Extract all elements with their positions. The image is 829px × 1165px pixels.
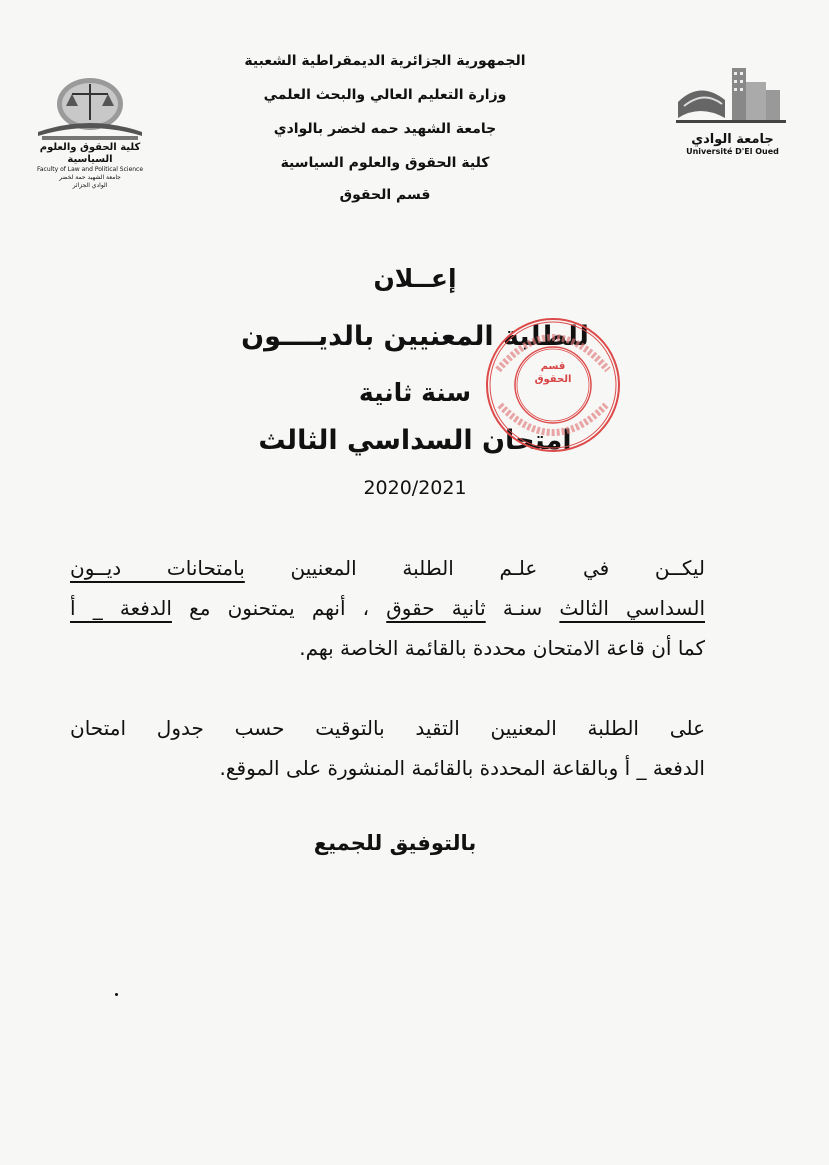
p1-line2-year: ثانية حقوق bbox=[386, 596, 486, 620]
faculty-logo-name-en: Faculty of Law and Political Science bbox=[36, 166, 144, 173]
body-paragraph-2 bbox=[70, 708, 705, 788]
stamp-center-line2: الحقوق bbox=[534, 374, 572, 385]
faculty-logo-caption bbox=[30, 142, 150, 189]
subtitle-debts: للطلبة المعنيين بالديــــون bbox=[241, 321, 589, 352]
header-ministry: وزارة التعليم العالي والبحث العلمي bbox=[263, 87, 507, 103]
p1-line2-semester: السداسي الثالث bbox=[559, 596, 705, 620]
body-paragraph-1 bbox=[70, 548, 705, 668]
header-faculty: كلية الحقوق والعلوم السياسية bbox=[280, 155, 490, 171]
university-logo-name-ar: جامعة الوادي bbox=[691, 132, 774, 147]
faculty-logo-sub-ar: جامعة الشهيد حمة لخضر bbox=[59, 174, 121, 181]
header-department: قسم الحقوق bbox=[339, 187, 431, 203]
ink-dot bbox=[115, 993, 118, 996]
p1-line2-group: الدفعة _ أ bbox=[70, 596, 172, 620]
faculty-logo-name-ar: كلية الحقوق والعلوم السياسية bbox=[39, 142, 141, 165]
header-university: جامعة الشهيد حمه لخضر بالوادي bbox=[273, 121, 497, 137]
header-country: الجمهورية الجزائرية الديمقراطية الشعبية bbox=[244, 53, 526, 69]
p1-line2-sana: سنـة bbox=[485, 596, 560, 620]
closing-wishes: بالتوفيق للجميع bbox=[313, 831, 477, 855]
paragraph-1-line-3: كما أن قاعة الامتحان محددة بالقائمة الخاصة بهم. bbox=[299, 636, 705, 660]
faculty-logo-sub-ar2: الوادي الجزائر bbox=[72, 182, 108, 189]
subtitle-year: سنة ثانية bbox=[358, 378, 472, 407]
p1-line1-underlined: بامتحانات ديــون bbox=[70, 556, 245, 580]
university-logo-caption bbox=[670, 132, 795, 157]
paragraph-1-line-2 bbox=[70, 588, 705, 628]
university-logo-name-en: Université D'El Oued bbox=[686, 147, 779, 156]
stamp-center-text bbox=[518, 360, 588, 386]
announcement-title: إعــلان bbox=[373, 264, 457, 293]
p1-line2-text: ، أنهم يمتحنون مع bbox=[171, 596, 387, 620]
paragraph-1-line-1 bbox=[70, 548, 705, 588]
stamp-center-line1: قسم bbox=[540, 361, 566, 372]
paragraph-2-line-1: على الطلبة المعنيين التقيد بالتوقيت حسب جدول امتحان bbox=[70, 716, 705, 740]
subtitle-exam: امتحان السداسي الثالث bbox=[258, 425, 572, 456]
academic-year: 2020/2021 bbox=[363, 477, 467, 499]
paragraph-2-line-2: الدفعة _ أ وبالقاعة المحددة بالقائمة المنشورة على الموقع. bbox=[219, 756, 705, 780]
p1-line1-text: ليكــن في علـم الطلبة المعنيين bbox=[244, 556, 705, 580]
